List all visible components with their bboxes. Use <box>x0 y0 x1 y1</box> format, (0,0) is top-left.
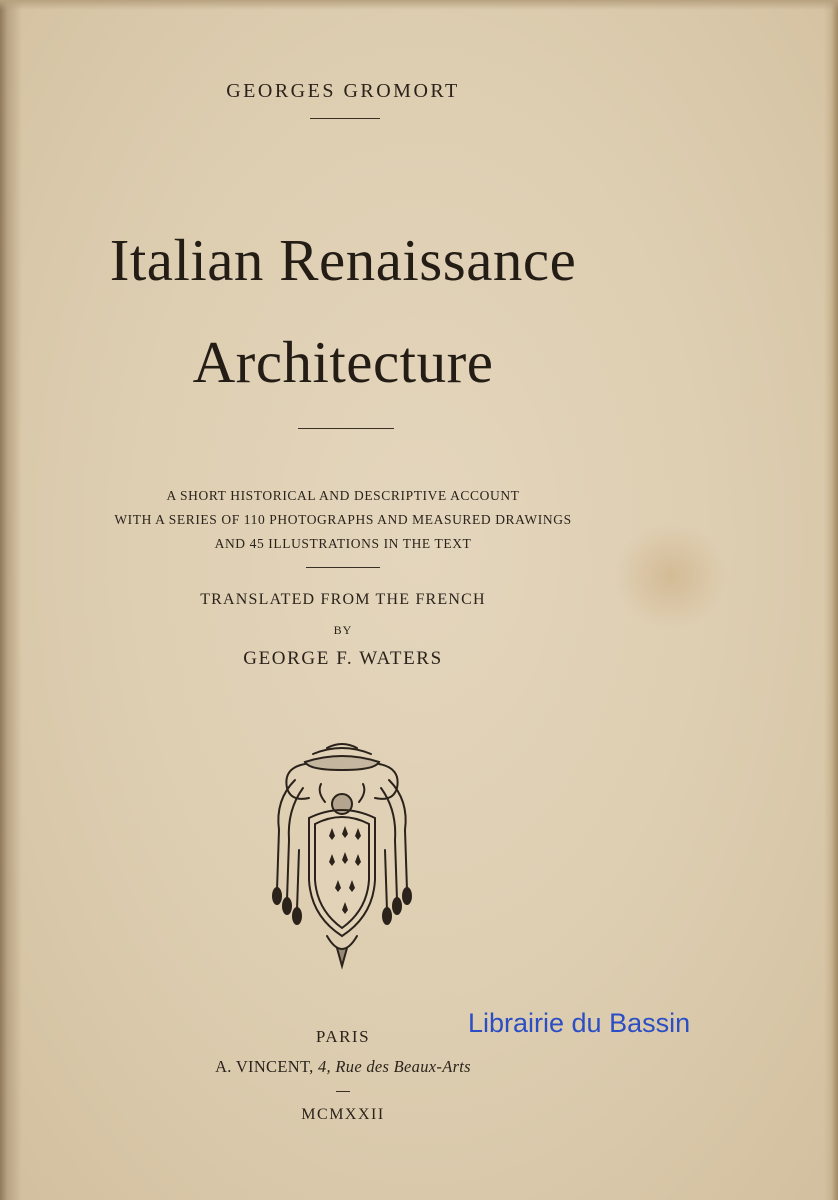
translation-note: TRANSLATED FROM THE FRENCH <box>200 591 486 608</box>
book-title-line-1: Italian Renaissance <box>109 227 577 293</box>
divider-rule <box>310 118 380 119</box>
publication-place: PARIS <box>315 1027 371 1046</box>
by-label: BY <box>333 623 353 637</box>
publication-year: MCMXXII <box>301 1106 385 1123</box>
book-title-line-2: Architecture <box>192 329 494 395</box>
publisher-name: A. VINCENT, <box>215 1057 314 1076</box>
translator-name: GEORGE F. WATERS <box>243 648 443 669</box>
page-edge <box>824 0 838 1200</box>
publisher-address: 4, Rue des Beaux-Arts <box>317 1057 471 1076</box>
author-name: GEORGES GROMORT <box>226 80 460 102</box>
seller-watermark: Librairie du Bassin <box>468 1008 691 1038</box>
subtitle-line-2: WITH A SERIES OF 110 PHOTOGRAPHS AND MEASURED DRAWINGS <box>114 512 572 527</box>
divider-rule <box>306 567 380 568</box>
subtitle-line-1: A SHORT HISTORICAL AND DESCRIPTIVE ACCOUNT <box>166 488 520 503</box>
publisher-line <box>0 1057 686 1077</box>
cardinal-coat-of-arms-icon <box>265 740 420 970</box>
subtitle-line-3: AND 45 ILLUSTRATIONS IN THE TEXT <box>214 536 472 551</box>
page-top-edge <box>0 0 838 10</box>
divider-rule <box>298 428 394 429</box>
divider-rule <box>336 1091 350 1092</box>
